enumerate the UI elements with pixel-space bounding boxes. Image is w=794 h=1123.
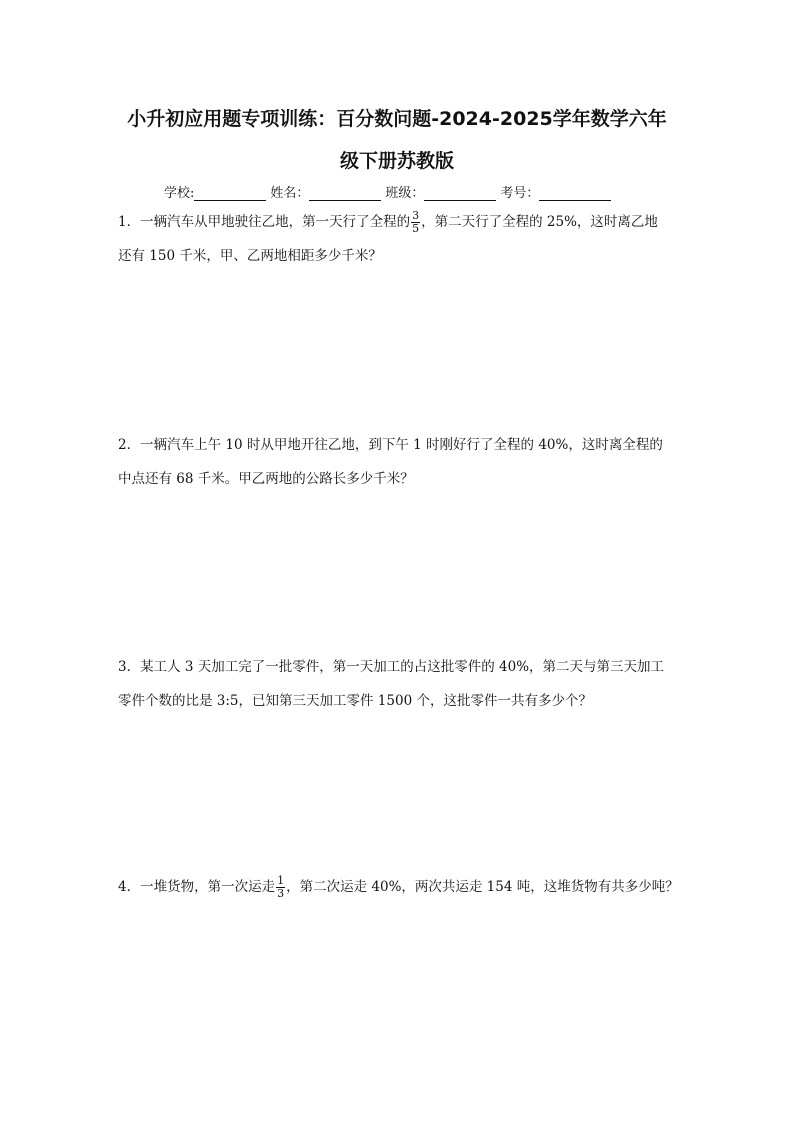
question-number: 4．: [118, 879, 141, 895]
fraction-numerator: 3: [412, 209, 420, 222]
question-1: [118, 205, 678, 273]
class-label: 班级：: [385, 186, 425, 201]
question-text: 中点还有 68 千米。甲乙两地的公路长多少千米？: [118, 471, 414, 487]
question-text: 一辆汽车上午 10 时从甲地开往乙地，到下午 1 时刚好行了全程的 40%，这时离全程的: [140, 437, 663, 453]
question-2: [118, 428, 678, 496]
page-title: 小升初应用题专项训练：百分数问题-2024-2025学年数学六年: [127, 108, 667, 130]
question-text: 某工人 3 天加工完了一批零件，第一天加工的占这批零件的 40%，第二天与第三天加工: [140, 659, 665, 675]
fraction: [276, 875, 285, 900]
question-4: [118, 870, 678, 904]
fraction-numerator: 1: [277, 874, 285, 887]
name-label: 姓名：: [270, 186, 310, 201]
question-text: 一辆汽车从甲地驶往乙地，第一天行了全程的: [140, 214, 411, 230]
question-number: 2．: [118, 437, 141, 453]
exam-number-blank[interactable]: [539, 186, 611, 201]
school-blank[interactable]: [194, 186, 266, 201]
exam-number-label: 考号：: [500, 186, 540, 201]
question-text: 一堆货物，第一次运走: [140, 879, 276, 895]
school-label: 学校:: [164, 186, 195, 201]
question-number: 1．: [118, 214, 141, 230]
name-blank[interactable]: [309, 186, 381, 201]
fraction-denominator: 5: [412, 222, 420, 235]
question-text: 零件个数的比是 3:5，已知第三天加工零件 1500 个，这批零件一共有多少个？: [118, 693, 592, 709]
question-text: 还有 150 千米，甲、乙两地相距多少千米？: [118, 248, 382, 264]
fraction: [411, 210, 420, 235]
class-blank[interactable]: [424, 186, 496, 201]
question-text: ，第二天行了全程的 25%，这时离乙地: [421, 214, 658, 230]
fraction-denominator: 3: [277, 887, 285, 900]
page-title-continued: 级下册苏教版: [339, 150, 454, 172]
question-number: 3．: [118, 659, 141, 675]
question-text: ，第二次运走 40%，两次共运走 154 吨，这堆货物有共多少吨？: [286, 879, 679, 895]
student-info-row: [164, 182, 615, 201]
question-3: [118, 650, 678, 718]
